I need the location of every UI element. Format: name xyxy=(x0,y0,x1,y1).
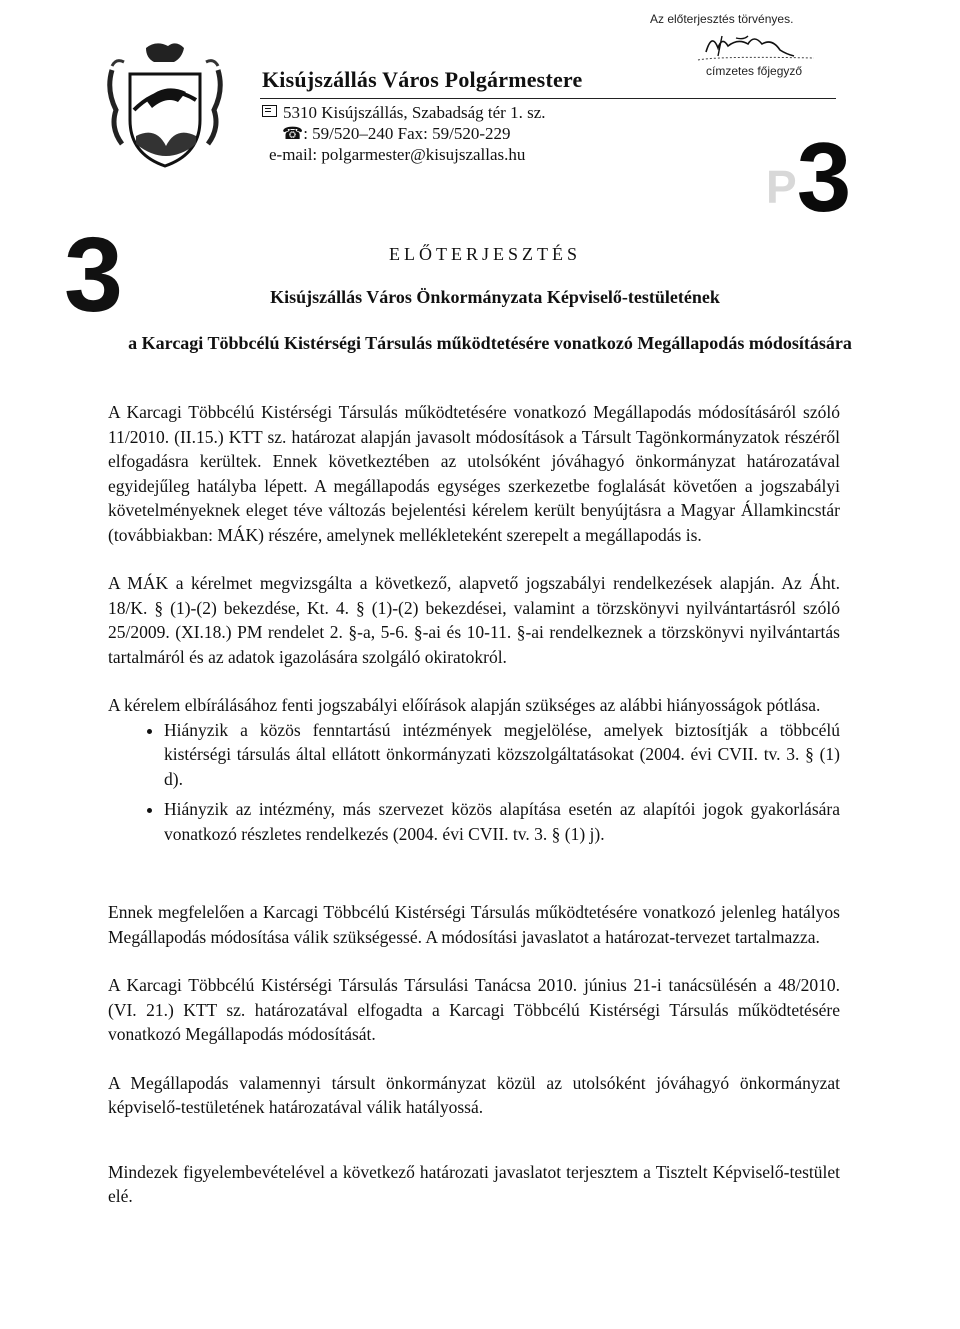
phone-icon: ☎ xyxy=(282,124,304,143)
approval-stamp-text: Az előterjesztés törvényes. xyxy=(650,12,794,26)
attachment-number: 3 xyxy=(64,216,123,334)
document-recipient: Kisújszállás Város Önkormányzata Képviselő-testületének xyxy=(270,287,720,307)
phone-text: : 59/520–240 Fax: 59/520-229 xyxy=(303,124,511,143)
page-mark-number: 3 xyxy=(796,122,852,232)
document-topic: a Karcagi Többcélú Kistérségi Társulás működtetésére vonatkozó Megállapodás módosítására xyxy=(128,333,852,353)
list-item: • Hiányzik az intézmény, más szervezet közös alapítása esetén az alapítói jogok gyakorlására vonatkozó részletes rendelkezés (2004. évi CVII. tv. 3. § (1) j). xyxy=(164,797,840,846)
document-type: ELŐTERJESZTÉS xyxy=(389,244,581,264)
phone-line xyxy=(282,124,511,144)
body-paragraph: A Megállapodás valamennyi társult önkormányzat közül az utolsóként jóváhagyó önkormányzat képviselő-testületének határozatával válik hatályossá. xyxy=(108,1072,840,1117)
page-mark xyxy=(766,122,852,232)
handwritten-signature xyxy=(696,30,816,64)
body-paragraph: A MÁK a kérelmet megvizsgálta a következő, alapvető jogszabályi rendelkezések alapján. Az Áht. 18/K. § (1)-(2) bekezdése, Kt. 4. § (1)-(2) bekezdései, valamint a törzskönyvi nyilvántartásról szóló 25/2009. (XI.18.) PM rendelet 2. §-a, 5-6. §-ai és 10-11. §-ai rendelkeznek a törzskönyvi nyilvántartás tartalmáról és az adatok igazolására szolgáló okiratokról. xyxy=(108,573,840,667)
page-mark-letter: P xyxy=(766,161,797,213)
document-body xyxy=(108,400,840,1233)
letterbox-icon xyxy=(262,105,277,117)
stamp-role: címzetes főjegyző xyxy=(706,64,803,78)
body-paragraph: Mindezek figyelembevételével a következő határozati javaslatot terjesztem a Tisztelt Képviselő-testület elé. xyxy=(108,1161,840,1206)
issuer-title: Kisújszállás Város Polgármestere xyxy=(262,67,583,92)
city-coat-of-arms xyxy=(106,40,224,178)
address-line xyxy=(262,103,546,123)
header-rule xyxy=(260,98,836,99)
body-paragraph: A Karcagi Többcélú Kistérségi Társulás Társulási Tanácsa 2010. június 21-i tanácsülésén a 48/2010. (VI. 21.) KTT sz. határozatával elfogadta a Karcagi Többcélú Kistérségi Társulás működtetésére vonatkozó Megállapodás módosítását. xyxy=(108,975,840,1044)
address-text: 5310 Kisújszállás, Szabadság tér 1. sz. xyxy=(283,103,546,122)
body-paragraph: A Karcagi Többcélú Kistérségi Társulás működtetésére vonatkozó Megállapodás módosításáról szóló 11/2010. (II.15.) KTT sz. határozat alapján javasolt módosítások a Társult Tagönkormányzatok részéről elfogadásra kerültek. Ennek következtében az utolsóként jóváhagyó önkormányzat határozatával egyidejűleg hatályba lépett. A megállapodás egységes szerkezetbe foglalását követően a jogszabályi követelményeknek eleget téve változás bejelentési kérelem került benyújtásra a Magyar Államkincstár (továbbiakban: MÁK) részére, amelynek mellékleteként szerepelt a megállapodás is. xyxy=(108,402,840,545)
body-paragraph: A kérelem elbírálásához fenti jogszabályi előírások alapján szükséges az alábbi hiányosságok pótlása. xyxy=(108,695,821,715)
body-paragraph: Ennek megfelelően a Karcagi Többcélú Kistérségi Társulás működtetésére vonatkozó jelenleg hatályos Megállapodás módosítása válik szükségessé. A módosítási javaslatot a határozat-tervezet tartalmazza. xyxy=(108,902,840,947)
email-line: e-mail: polgarmester@kisujszallas.hu xyxy=(269,145,526,164)
list-item: • Hiányzik a közös fenntartású intézmények megjelölése, amelyek biztosítják a többcélú kistérségi társulás által ellátott önkormányzati közszolgáltatásokat (2004. évi CVII. tv. 3. § (1) d). xyxy=(164,718,840,792)
deficiency-list xyxy=(108,718,840,847)
